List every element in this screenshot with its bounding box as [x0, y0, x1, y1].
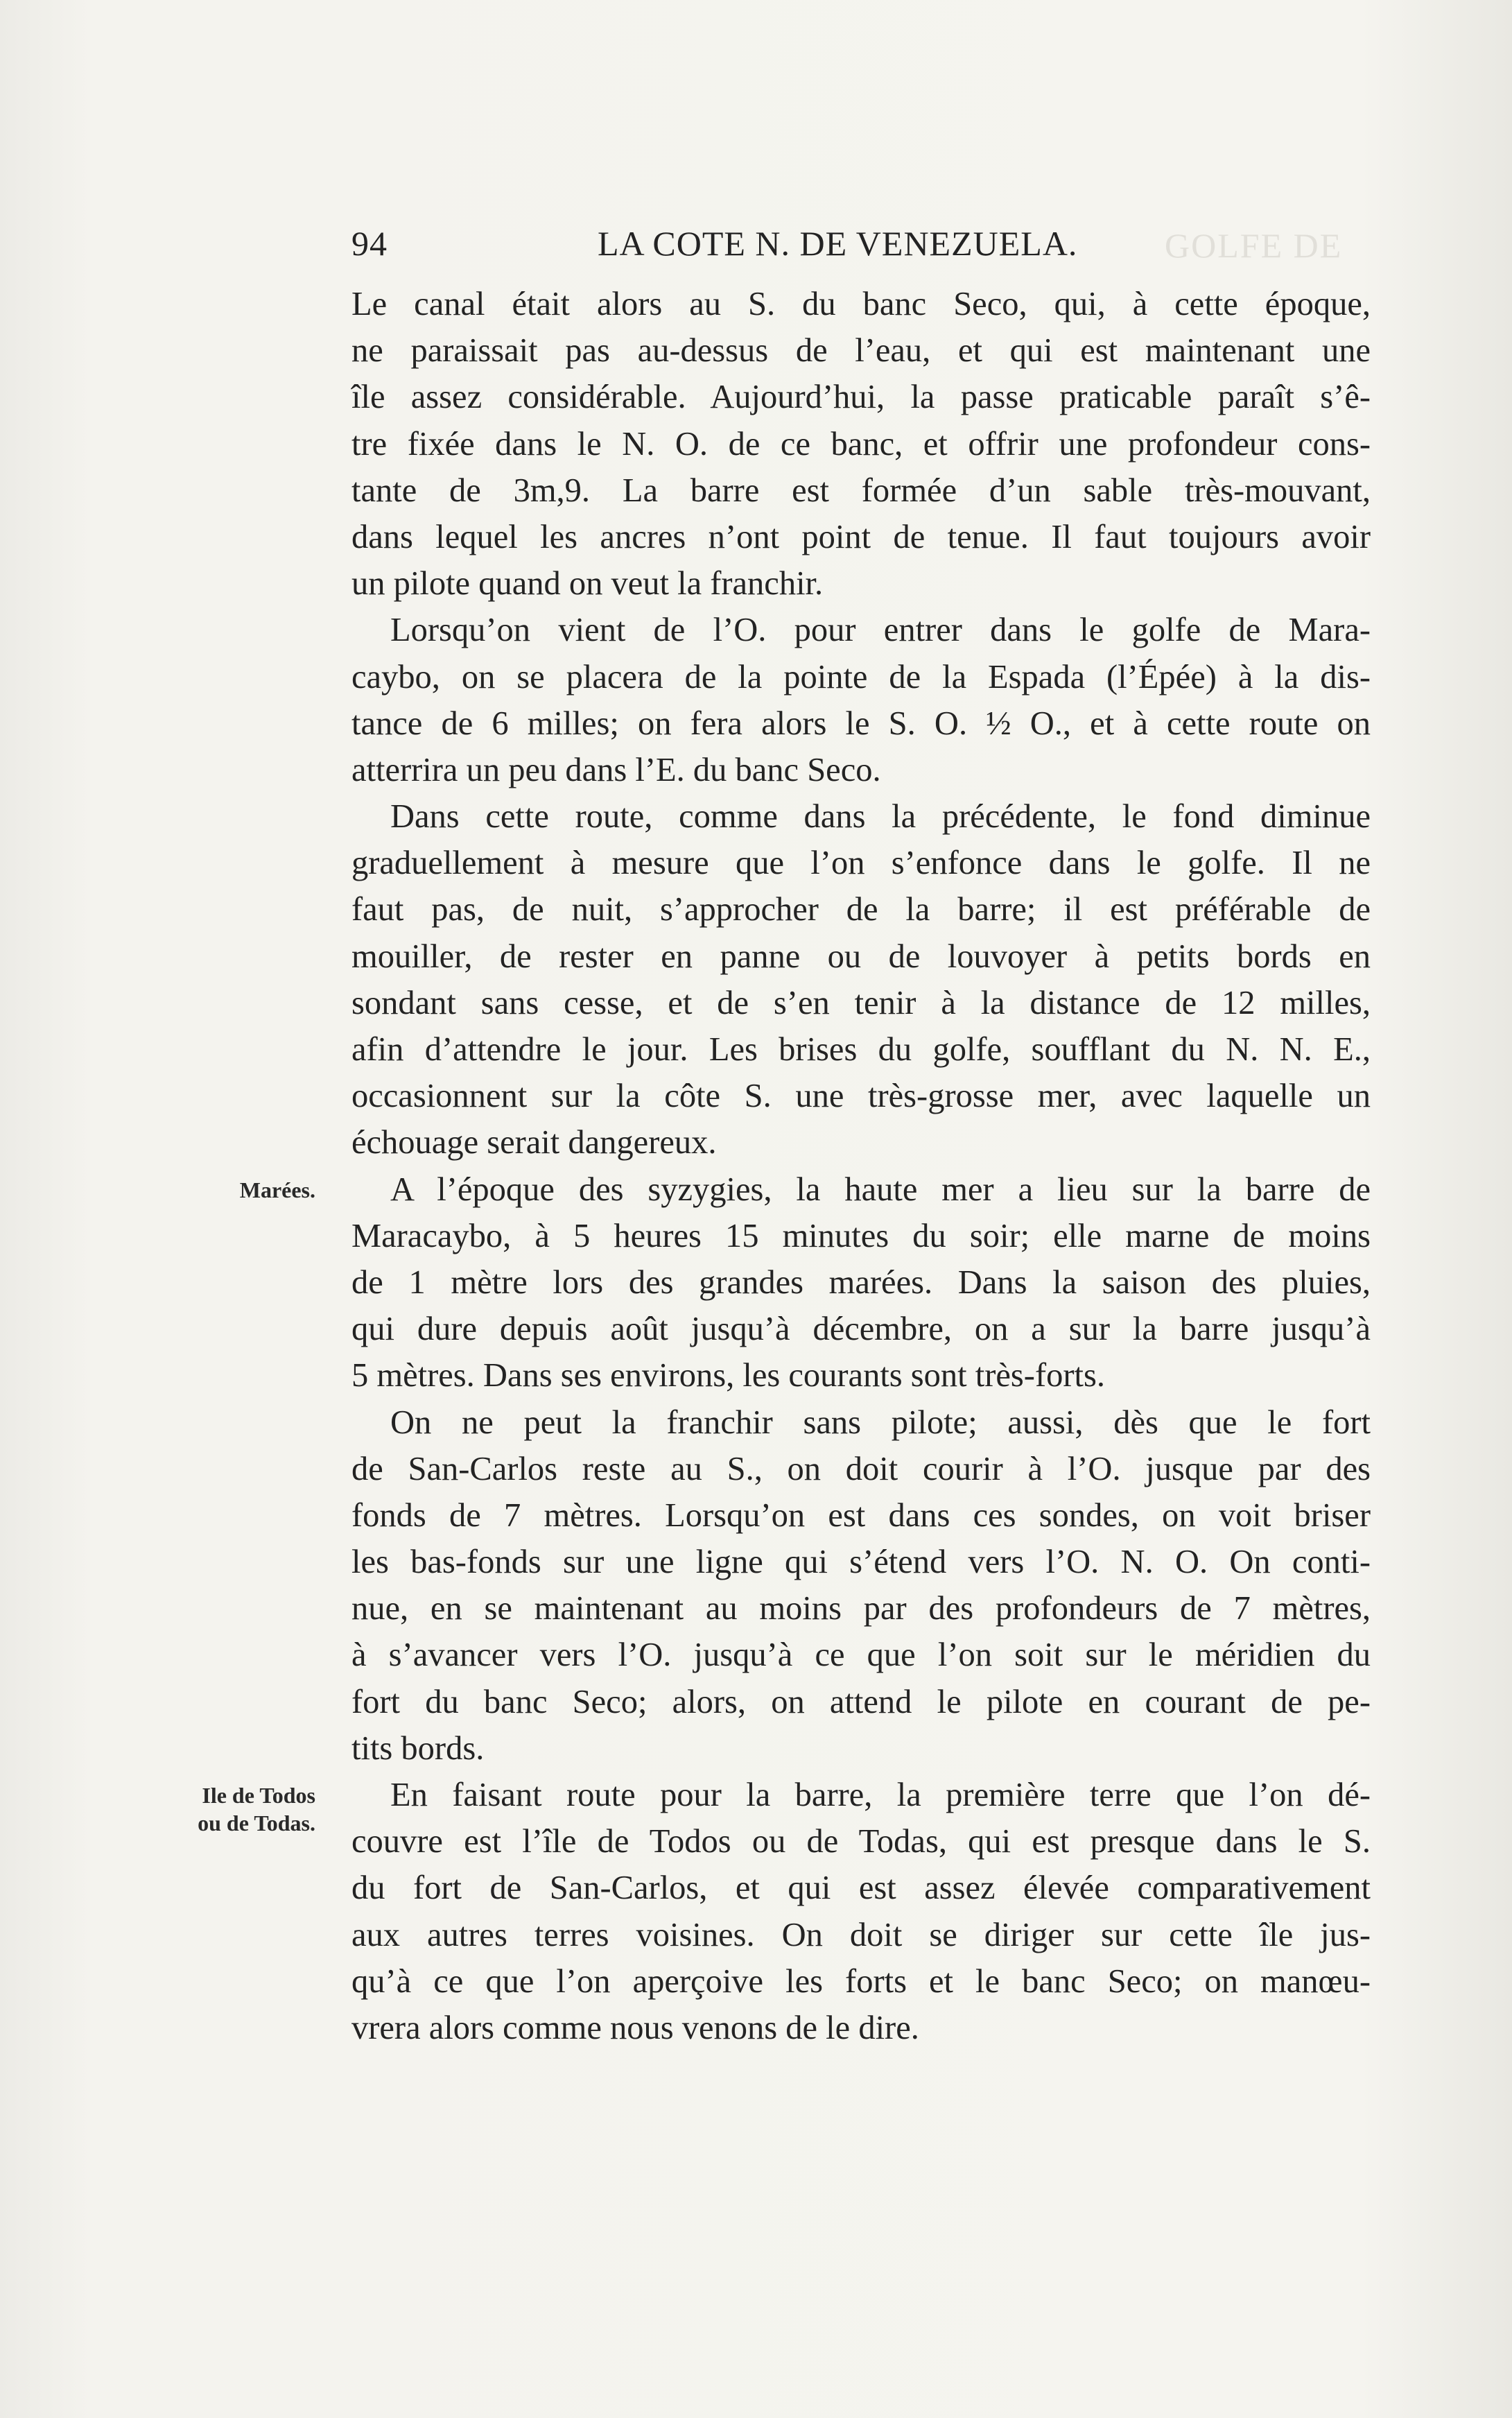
text-line: couvre est l’île de Todos ou de Todas, qui est presque dans le S. [351, 1823, 1371, 1860]
text-line: du fort de San-Carlos, et qui est assez élevée comparativement [351, 1869, 1371, 1907]
text-line: qu’à ce que l’on aperçoive les forts et le banc Seco; on manœu- [351, 1962, 1371, 2000]
margin-note: Marées. [239, 1177, 315, 1202]
running-head: LA COTE N. DE VENEZUELA. [598, 224, 1078, 263]
text-line: sondant sans cesse, et de s’en tenir à la distance de 12 milles, [351, 984, 1371, 1021]
text-line: dans lequel les ancres n’ont point de tenue. Il faut toujours avoir [351, 518, 1371, 555]
text-line: faut pas, de nuit, s’approcher de la barre; il est préférable de [351, 891, 1371, 929]
text-line: fonds de 7 mètres. Lorsqu’on est dans ces sondes, on voit briser [351, 1496, 1371, 1534]
text-line: de San-Carlos reste au S., on doit courir à l’O. jusque par des [351, 1450, 1371, 1487]
text-line: afin d’attendre le jour. Les brises du golfe, soufflant du N. N. E., [351, 1031, 1371, 1068]
text-line: mouiller, de rester en panne ou de louvoyer à petits bords en [351, 938, 1371, 975]
margin-note: Ile de Todos ou de Todas. [198, 1783, 315, 1836]
text-line: les bas-fonds sur une ligne qui s’étend vers l’O. N. O. On conti- [351, 1544, 1371, 1581]
text-line: aux autres terres voisines. On doit se diriger sur cette île jus- [351, 1916, 1371, 1953]
text-line: de 1 mètre lors des grandes marées. Dans la saison des pluies, [351, 1263, 1371, 1301]
show-through-text: GOLFE DE [1165, 226, 1343, 265]
text-line: En faisant route pour la barre, la première terre que l’on dé- [390, 1777, 1371, 1813]
text-line: occasionnent sur la côte S. une très-grosse mer, avec laquelle un [351, 1078, 1371, 1115]
text-line: Dans cette route, comme dans la précédente, le fond diminue [390, 798, 1371, 836]
text-line: qui dure depuis août jusqu’à décembre, on a sur la barre jusqu’à [351, 1311, 1371, 1348]
text-line: un pilote quand on veut la franchir. [351, 565, 824, 603]
page-header [351, 223, 1371, 272]
text-line: On ne peut la franchir sans pilote; aussi, dès que le fort [390, 1404, 1371, 1441]
text-line: Lorsqu’on vient de l’O. pour entrer dans le golfe de Mara- [390, 612, 1371, 649]
text-line: 5 mètres. Dans ses environs, les courants sont très-forts. [351, 1357, 1105, 1394]
text-line: tits bords. [351, 1729, 485, 1767]
text-line: A l’époque des syzygies, la haute mer a lieu sur la barre de [390, 1171, 1371, 1208]
text-line: île assez considérable. Aujourd’hui, la passe praticable paraît s’ê- [351, 379, 1371, 416]
text-line: ne paraissait pas au-dessus de l’eau, et qui est maintenant une [351, 332, 1371, 370]
body-text [351, 281, 1371, 2051]
text-line: échouage serait dangereux. [351, 1124, 717, 1161]
text-line: tante de 3m,9. La barre est formée d’un sable très-mouvant, [351, 472, 1371, 509]
text-line: tance de 6 milles; on fera alors le S. O. ½ O., et à cette route on [351, 705, 1371, 742]
text-line: à s’avancer vers l’O. jusqu’à ce que l’on soit sur le méridien du [351, 1637, 1371, 1674]
text-line: vrera alors comme nous venons de le dire. [351, 2009, 919, 2046]
text-line: graduellement à mesure que l’on s’enfonce dans le golfe. Il ne [351, 845, 1371, 882]
text-line: Le canal était alors au S. du banc Seco, qui, à cette époque, [351, 286, 1371, 322]
text-line: nue, en se maintenant au moins par des profondeurs de 7 mètres, [351, 1590, 1371, 1627]
text-line: tre fixée dans le N. O. de ce banc, et offrir une profondeur cons- [351, 425, 1371, 463]
text-line: Maracaybo, à 5 heures 15 minutes du soir; elle marne de moins [351, 1217, 1371, 1254]
text-line: fort du banc Seco; alors, on attend le pilote en courant de pe- [351, 1683, 1371, 1720]
page-number: 94 [351, 224, 388, 263]
text-line: caybo, on se placera de la pointe de la Espada (l’Épée) à la dis- [351, 658, 1371, 696]
text-line: atterrira un peu dans l’E. du banc Seco. [351, 751, 881, 788]
